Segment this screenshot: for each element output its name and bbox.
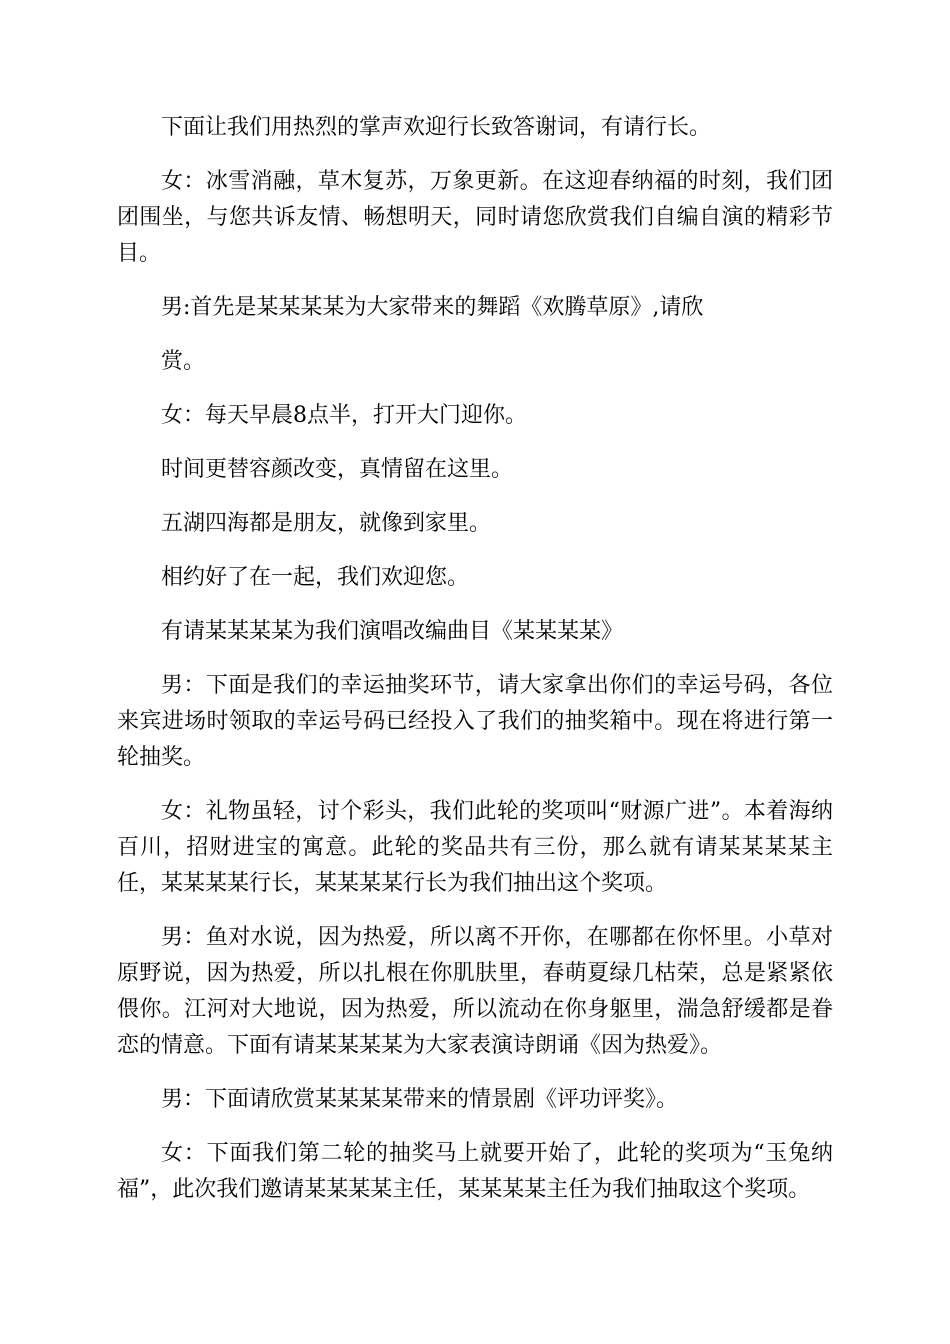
paragraph-poem-line-4: 相约好了在一起，我们欢迎您。	[161, 565, 470, 590]
paragraph-male-dance: 男:首先是某某某某为大家带来的舞蹈《欢腾草原》,请欣	[161, 295, 704, 320]
paragraph-intro-thanks: 下面让我们用热烈的掌声欢迎行长致答谢词，有请行长。	[161, 115, 712, 140]
paragraph-female-prize-1: 女：礼物虽轻，讨个彩头，我们此轮的奖项叫“财源广进”。本着海纳百川，招财进宝的寓意。此轮的奖品共有三份，那么就有请某某某某主任，某某某某行长，某某某某行长为我们抽出这个奖项。	[117, 799, 833, 896]
paragraph-song-invite: 有请某某某某为我们演唱改编曲目《某某某某》	[161, 619, 624, 644]
document-body	[117, 110, 833, 1226]
paragraph-poem-line-2: 时间更替容颜改变，真情留在这里。	[161, 457, 514, 482]
paragraph-female-opening: 女：冰雪消融，草木复苏，万象更新。在这迎春纳福的时刻，我们团团围坐，与您共诉友情、畅想明天，同时请您欣赏我们自编自演的精彩节目。	[117, 169, 833, 266]
paragraph-dance-continued: 赏。	[161, 349, 206, 374]
paragraph-male-sketch: 男：下面请欣赏某某某某带来的情景剧《评功评奖》。	[161, 1087, 679, 1112]
paragraph-male-lottery: 男：下面是我们的幸运抽奖环节，请大家拿出你们的幸运号码，各位来宾进场时领取的幸运号码已经投入了我们的抽奖箱中。现在将进行第一轮抽奖。	[117, 673, 833, 770]
paragraph-female-poem-line-1: 女：每天早晨8点半，打开大门迎你。	[161, 403, 527, 428]
paragraph-female-prize-2: 女：下面我们第二轮的抽奖马上就要开始了，此轮的奖项为“玉兔纳福”，此次我们邀请某某某某主任，某某某某主任为我们抽取这个奖项。	[117, 1141, 833, 1202]
paragraph-male-recitation: 男：鱼对水说，因为热爱，所以离不开你，在哪都在你怀里。小草对原野说，因为热爱，所以扎根在你肌肤里，春萌夏绿几枯荣，总是紧紧依偎你。江河对大地说，因为热爱，所以流动在你身躯里，湍急舒缓都是眷恋的情意。下面有请某某某某为大家表演诗朗诵《因为热爱》。	[117, 925, 833, 1058]
paragraph-poem-line-3: 五湖四海都是朋友，就像到家里。	[161, 511, 492, 536]
